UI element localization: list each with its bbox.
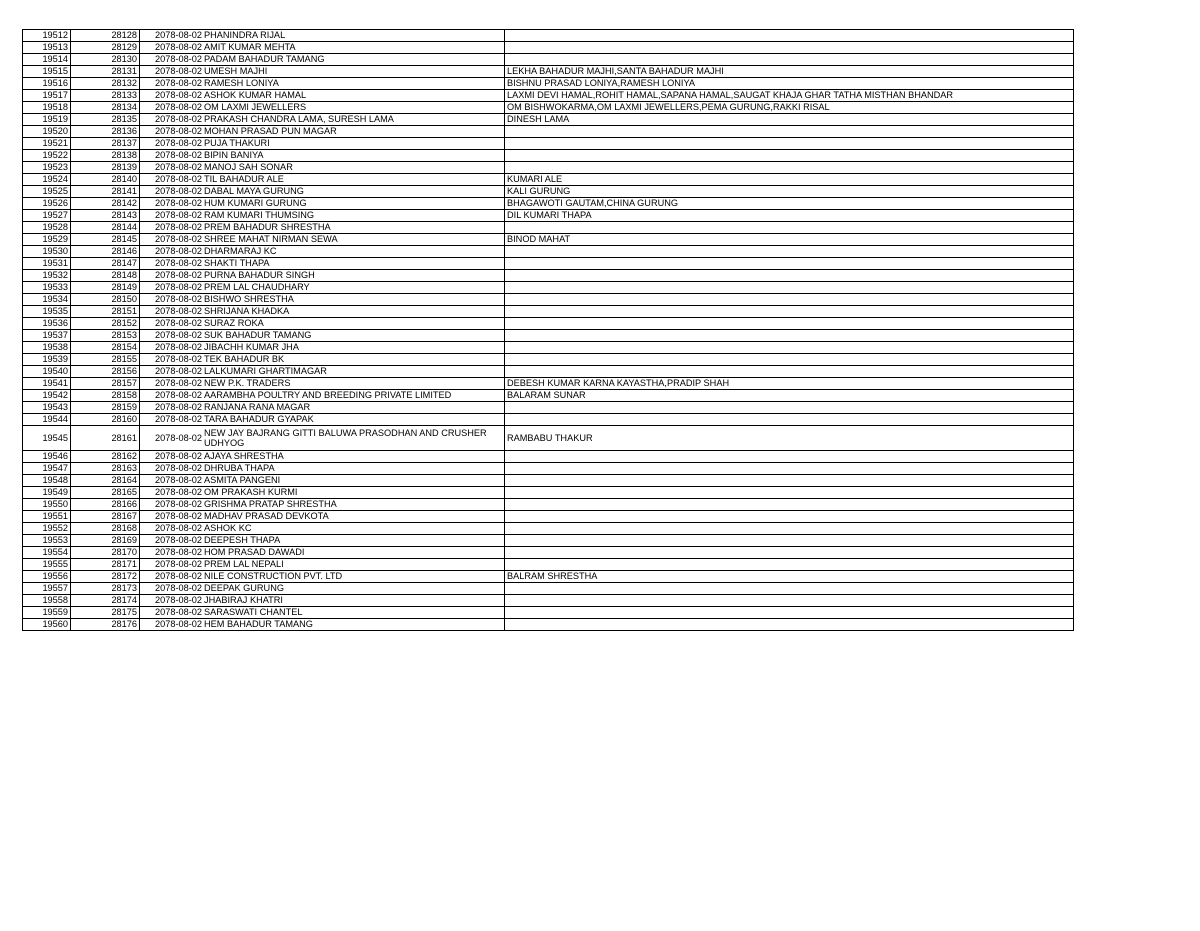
owners-cell <box>505 354 1074 366</box>
date-cell: 2078-08-02 <box>140 607 204 619</box>
registration-number-cell: 28147 <box>71 258 140 270</box>
serial-number-cell: 19517 <box>23 90 71 102</box>
owners-cell <box>505 595 1074 607</box>
serial-number-cell: 19516 <box>23 78 71 90</box>
registration-number-cell: 28155 <box>71 354 140 366</box>
serial-number-cell: 19530 <box>23 246 71 258</box>
owners-cell <box>505 414 1074 426</box>
serial-number-cell: 19519 <box>23 114 71 126</box>
name-cell: MANOJ SAH SONAR <box>203 162 505 174</box>
date-cell: 2078-08-02 <box>140 499 204 511</box>
table-row <box>23 114 1074 126</box>
name-cell: TARA BAHADUR GYAPAK <box>203 414 505 426</box>
owners-cell <box>505 270 1074 282</box>
date-cell: 2078-08-02 <box>140 463 204 475</box>
date-cell: 2078-08-02 <box>140 222 204 234</box>
registration-number-cell: 28142 <box>71 198 140 210</box>
registration-number-cell: 28129 <box>71 42 140 54</box>
date-cell: 2078-08-02 <box>140 186 204 198</box>
serial-number-cell: 19540 <box>23 366 71 378</box>
registration-number-cell: 28145 <box>71 234 140 246</box>
table-row <box>23 246 1074 258</box>
registration-number-cell: 28136 <box>71 126 140 138</box>
date-cell: 2078-08-02 <box>140 426 204 451</box>
name-cell: BIPIN BANIYA <box>203 150 505 162</box>
table-row <box>23 535 1074 547</box>
owners-cell <box>505 607 1074 619</box>
registration-number-cell: 28170 <box>71 547 140 559</box>
serial-number-cell: 19536 <box>23 318 71 330</box>
registration-number-cell: 28134 <box>71 102 140 114</box>
registration-number-cell: 28130 <box>71 54 140 66</box>
name-cell: BISHWO SHRESTHA <box>203 294 505 306</box>
registration-number-cell: 28165 <box>71 487 140 499</box>
table-row <box>23 198 1074 210</box>
owners-cell: DINESH LAMA <box>505 114 1074 126</box>
date-cell: 2078-08-02 <box>140 366 204 378</box>
table-row <box>23 126 1074 138</box>
table-row <box>23 463 1074 475</box>
owners-cell <box>505 547 1074 559</box>
name-cell: AJAYA SHRESTHA <box>203 451 505 463</box>
serial-number-cell: 19533 <box>23 282 71 294</box>
serial-number-cell: 19541 <box>23 378 71 390</box>
table-row <box>23 619 1074 631</box>
table-row <box>23 102 1074 114</box>
date-cell: 2078-08-02 <box>140 174 204 186</box>
date-cell: 2078-08-02 <box>140 270 204 282</box>
owners-cell: BALRAM SHRESTHA <box>505 571 1074 583</box>
registration-number-cell: 28135 <box>71 114 140 126</box>
table-row <box>23 234 1074 246</box>
owners-cell <box>505 487 1074 499</box>
date-cell: 2078-08-02 <box>140 66 204 78</box>
registration-number-cell: 28173 <box>71 583 140 595</box>
registration-number-cell: 28143 <box>71 210 140 222</box>
date-cell: 2078-08-02 <box>140 547 204 559</box>
table-row <box>23 90 1074 102</box>
table-row <box>23 499 1074 511</box>
name-cell: HOM PRASAD DAWADI <box>203 547 505 559</box>
table-row <box>23 571 1074 583</box>
serial-number-cell: 19537 <box>23 330 71 342</box>
serial-number-cell: 19558 <box>23 595 71 607</box>
date-cell: 2078-08-02 <box>140 511 204 523</box>
table-row <box>23 487 1074 499</box>
table-row <box>23 186 1074 198</box>
registration-number-cell: 28133 <box>71 90 140 102</box>
registration-number-cell: 28149 <box>71 282 140 294</box>
registration-number-cell: 28161 <box>71 426 140 451</box>
date-cell: 2078-08-02 <box>140 102 204 114</box>
date-cell: 2078-08-02 <box>140 78 204 90</box>
owners-cell <box>505 126 1074 138</box>
registration-number-cell: 28172 <box>71 571 140 583</box>
date-cell: 2078-08-02 <box>140 114 204 126</box>
serial-number-cell: 19552 <box>23 523 71 535</box>
date-cell: 2078-08-02 <box>140 126 204 138</box>
serial-number-cell: 19518 <box>23 102 71 114</box>
table-row <box>23 583 1074 595</box>
owners-cell <box>505 366 1074 378</box>
registration-number-cell: 28151 <box>71 306 140 318</box>
date-cell: 2078-08-02 <box>140 318 204 330</box>
serial-number-cell: 19524 <box>23 174 71 186</box>
date-cell: 2078-08-02 <box>140 198 204 210</box>
serial-number-cell: 19527 <box>23 210 71 222</box>
registration-number-cell: 28168 <box>71 523 140 535</box>
registration-number-cell: 28140 <box>71 174 140 186</box>
name-cell: PREM LAL CHAUDHARY <box>203 282 505 294</box>
owners-cell <box>505 511 1074 523</box>
name-cell: UMESH MAJHI <box>203 66 505 78</box>
table-row <box>23 54 1074 66</box>
name-cell: PADAM BAHADUR TAMANG <box>203 54 505 66</box>
name-cell: TEK BAHADUR BK <box>203 354 505 366</box>
registration-number-cell: 28157 <box>71 378 140 390</box>
serial-number-cell: 19546 <box>23 451 71 463</box>
owners-cell <box>505 535 1074 547</box>
serial-number-cell: 19556 <box>23 571 71 583</box>
table-row <box>23 511 1074 523</box>
date-cell: 2078-08-02 <box>140 30 204 42</box>
table-row <box>23 451 1074 463</box>
date-cell: 2078-08-02 <box>140 294 204 306</box>
owners-cell <box>505 162 1074 174</box>
date-cell: 2078-08-02 <box>140 487 204 499</box>
registration-number-cell: 28171 <box>71 559 140 571</box>
registration-number-cell: 28154 <box>71 342 140 354</box>
table-row <box>23 414 1074 426</box>
serial-number-cell: 19529 <box>23 234 71 246</box>
table-row <box>23 42 1074 54</box>
date-cell: 2078-08-02 <box>140 306 204 318</box>
name-cell: DHRUBA THAPA <box>203 463 505 475</box>
owners-cell <box>505 246 1074 258</box>
name-cell: SHRIJANA KHADKA <box>203 306 505 318</box>
owners-cell <box>505 342 1074 354</box>
table-row <box>23 30 1074 42</box>
registration-number-cell: 28152 <box>71 318 140 330</box>
owners-cell: DEBESH KUMAR KARNA KAYASTHA,PRADIP SHAH <box>505 378 1074 390</box>
owners-cell <box>505 150 1074 162</box>
owners-cell: RAMBABU THAKUR <box>505 426 1074 451</box>
serial-number-cell: 19513 <box>23 42 71 54</box>
serial-number-cell: 19550 <box>23 499 71 511</box>
date-cell: 2078-08-02 <box>140 234 204 246</box>
name-cell: SHREE MAHAT NIRMAN SEWA <box>203 234 505 246</box>
date-cell: 2078-08-02 <box>140 138 204 150</box>
table-row <box>23 354 1074 366</box>
owners-cell <box>505 619 1074 631</box>
serial-number-cell: 19559 <box>23 607 71 619</box>
owners-cell <box>505 402 1074 414</box>
registration-number-cell: 28159 <box>71 402 140 414</box>
registration-number-cell: 28128 <box>71 30 140 42</box>
serial-number-cell: 19523 <box>23 162 71 174</box>
owners-cell: LAXMI DEVI HAMAL,ROHIT HAMAL,SAPANA HAMAL,SAUGAT KHAJA GHAR TATHA MISTHAN BHANDAR <box>505 90 1074 102</box>
owners-cell <box>505 523 1074 535</box>
owners-cell <box>505 54 1074 66</box>
date-cell: 2078-08-02 <box>140 402 204 414</box>
serial-number-cell: 19542 <box>23 390 71 402</box>
owners-cell <box>505 282 1074 294</box>
serial-number-cell: 19515 <box>23 66 71 78</box>
table-row <box>23 547 1074 559</box>
name-cell: RAMESH LONIYA <box>203 78 505 90</box>
table-row <box>23 282 1074 294</box>
table-row <box>23 342 1074 354</box>
name-cell: PURNA BAHADUR SINGH <box>203 270 505 282</box>
table-row <box>23 162 1074 174</box>
table-body <box>23 30 1074 631</box>
date-cell: 2078-08-02 <box>140 258 204 270</box>
owners-cell <box>505 475 1074 487</box>
name-cell: SURAZ ROKA <box>203 318 505 330</box>
owners-cell <box>505 499 1074 511</box>
date-cell: 2078-08-02 <box>140 162 204 174</box>
name-cell: DEEPESH THAPA <box>203 535 505 547</box>
owners-cell <box>505 294 1074 306</box>
name-cell: PREM BAHADUR SHRESTHA <box>203 222 505 234</box>
serial-number-cell: 19526 <box>23 198 71 210</box>
serial-number-cell: 19543 <box>23 402 71 414</box>
serial-number-cell: 19535 <box>23 306 71 318</box>
owners-cell: LEKHA BAHADUR MAJHI,SANTA BAHADUR MAJHI <box>505 66 1074 78</box>
owners-cell <box>505 138 1074 150</box>
name-cell: LALKUMARI GHARTIMAGAR <box>203 366 505 378</box>
owners-cell: BINOD MAHAT <box>505 234 1074 246</box>
owners-cell: KUMARI ALE <box>505 174 1074 186</box>
table-row <box>23 378 1074 390</box>
table-row <box>23 270 1074 282</box>
owners-cell <box>505 463 1074 475</box>
name-cell: RANJANA RANA MAGAR <box>203 402 505 414</box>
serial-number-cell: 19554 <box>23 547 71 559</box>
owners-cell <box>505 306 1074 318</box>
serial-number-cell: 19551 <box>23 511 71 523</box>
registration-number-cell: 28169 <box>71 535 140 547</box>
date-cell: 2078-08-02 <box>140 246 204 258</box>
name-cell: ASHOK KC <box>203 523 505 535</box>
date-cell: 2078-08-02 <box>140 42 204 54</box>
table-row <box>23 318 1074 330</box>
serial-number-cell: 19549 <box>23 487 71 499</box>
registration-number-cell: 28163 <box>71 463 140 475</box>
serial-number-cell: 19532 <box>23 270 71 282</box>
table-row <box>23 294 1074 306</box>
owners-cell: OM BISHWOKARMA,OM LAXMI JEWELLERS,PEMA GURUNG,RAKKI RISAL <box>505 102 1074 114</box>
registration-number-cell: 28150 <box>71 294 140 306</box>
serial-number-cell: 19545 <box>23 426 71 451</box>
table-row <box>23 595 1074 607</box>
name-cell: PREM LAL NEPALI <box>203 559 505 571</box>
registration-number-cell: 28138 <box>71 150 140 162</box>
owners-cell: KALI GURUNG <box>505 186 1074 198</box>
serial-number-cell: 19525 <box>23 186 71 198</box>
name-cell: HEM BAHADUR TAMANG <box>203 619 505 631</box>
name-cell: NEW JAY BAJRANG GITTI BALUWA PRASODHAN AND CRUSHER UDHYOG <box>203 426 505 451</box>
registration-number-cell: 28144 <box>71 222 140 234</box>
serial-number-cell: 19539 <box>23 354 71 366</box>
name-cell: SHAKTI THAPA <box>203 258 505 270</box>
serial-number-cell: 19521 <box>23 138 71 150</box>
table-row <box>23 210 1074 222</box>
serial-number-cell: 19548 <box>23 475 71 487</box>
table-row <box>23 523 1074 535</box>
registration-number-cell: 28156 <box>71 366 140 378</box>
name-cell: ASMITA PANGENI <box>203 475 505 487</box>
date-cell: 2078-08-02 <box>140 342 204 354</box>
owners-cell <box>505 222 1074 234</box>
date-cell: 2078-08-02 <box>140 595 204 607</box>
name-cell: DEEPAK GURUNG <box>203 583 505 595</box>
date-cell: 2078-08-02 <box>140 475 204 487</box>
table-row <box>23 150 1074 162</box>
registration-number-cell: 28167 <box>71 511 140 523</box>
name-cell: ASHOK KUMAR HAMAL <box>203 90 505 102</box>
owners-cell <box>505 42 1074 54</box>
name-cell: NEW P.K. TRADERS <box>203 378 505 390</box>
name-cell: PRAKASH CHANDRA LAMA, SURESH LAMA <box>203 114 505 126</box>
registration-number-cell: 28175 <box>71 607 140 619</box>
date-cell: 2078-08-02 <box>140 523 204 535</box>
serial-number-cell: 19528 <box>23 222 71 234</box>
name-cell: PUJA THAKURI <box>203 138 505 150</box>
owners-cell: BALARAM SUNAR <box>505 390 1074 402</box>
serial-number-cell: 19514 <box>23 54 71 66</box>
serial-number-cell: 19547 <box>23 463 71 475</box>
serial-number-cell: 19560 <box>23 619 71 631</box>
name-cell: JHABIRAJ KHATRI <box>203 595 505 607</box>
registration-number-cell: 28141 <box>71 186 140 198</box>
registration-number-cell: 28131 <box>71 66 140 78</box>
owners-cell <box>505 330 1074 342</box>
date-cell: 2078-08-02 <box>140 559 204 571</box>
name-cell: SUK BAHADUR TAMANG <box>203 330 505 342</box>
name-cell: JIBACHH KUMAR JHA <box>203 342 505 354</box>
date-cell: 2078-08-02 <box>140 210 204 222</box>
table-row <box>23 174 1074 186</box>
name-cell: DABAL MAYA GURUNG <box>203 186 505 198</box>
serial-number-cell: 19522 <box>23 150 71 162</box>
table-row <box>23 390 1074 402</box>
table-row <box>23 426 1074 451</box>
serial-number-cell: 19520 <box>23 126 71 138</box>
date-cell: 2078-08-02 <box>140 583 204 595</box>
serial-number-cell: 19544 <box>23 414 71 426</box>
owners-cell: DIL KUMARI THAPA <box>505 210 1074 222</box>
date-cell: 2078-08-02 <box>140 619 204 631</box>
date-cell: 2078-08-02 <box>140 571 204 583</box>
name-cell: DHARMARAJ KC <box>203 246 505 258</box>
table-row <box>23 366 1074 378</box>
owners-cell: BISHNU PRASAD LONIYA,RAMESH LONIYA <box>505 78 1074 90</box>
owners-cell <box>505 30 1074 42</box>
table-row <box>23 330 1074 342</box>
date-cell: 2078-08-02 <box>140 451 204 463</box>
registration-number-cell: 28162 <box>71 451 140 463</box>
owners-cell: BHAGAWOTI GAUTAM,CHINA GURUNG <box>505 198 1074 210</box>
registration-number-cell: 28139 <box>71 162 140 174</box>
registration-number-cell: 28146 <box>71 246 140 258</box>
registration-number-cell: 28166 <box>71 499 140 511</box>
table-row <box>23 607 1074 619</box>
table-row <box>23 138 1074 150</box>
name-cell: GRISHMA PRATAP SHRESTHA <box>203 499 505 511</box>
table-row <box>23 475 1074 487</box>
name-cell: TIL BAHADUR ALE <box>203 174 505 186</box>
registration-table <box>22 29 1074 631</box>
serial-number-cell: 19557 <box>23 583 71 595</box>
owners-cell <box>505 318 1074 330</box>
date-cell: 2078-08-02 <box>140 414 204 426</box>
name-cell: MOHAN PRASAD PUN MAGAR <box>203 126 505 138</box>
name-cell: HUM KUMARI GURUNG <box>203 198 505 210</box>
serial-number-cell: 19512 <box>23 30 71 42</box>
name-cell: NILE CONSTRUCTION PVT. LTD <box>203 571 505 583</box>
owners-cell <box>505 583 1074 595</box>
name-cell: OM PRAKASH KURMI <box>203 487 505 499</box>
registration-number-cell: 28148 <box>71 270 140 282</box>
name-cell: OM LAXMI JEWELLERS <box>203 102 505 114</box>
registration-number-cell: 28176 <box>71 619 140 631</box>
owners-cell <box>505 559 1074 571</box>
date-cell: 2078-08-02 <box>140 535 204 547</box>
name-cell: MADHAV PRASAD DEVKOTA <box>203 511 505 523</box>
registration-number-cell: 28174 <box>71 595 140 607</box>
serial-number-cell: 19553 <box>23 535 71 547</box>
owners-cell <box>505 451 1074 463</box>
serial-number-cell: 19534 <box>23 294 71 306</box>
registration-number-cell: 28160 <box>71 414 140 426</box>
name-cell: SARASWATI CHANTEL <box>203 607 505 619</box>
table-row <box>23 66 1074 78</box>
date-cell: 2078-08-02 <box>140 282 204 294</box>
table-row <box>23 306 1074 318</box>
registration-number-cell: 28153 <box>71 330 140 342</box>
table-row <box>23 78 1074 90</box>
registration-number-cell: 28137 <box>71 138 140 150</box>
name-cell: RAM KUMARI THUMSING <box>203 210 505 222</box>
table-row <box>23 258 1074 270</box>
date-cell: 2078-08-02 <box>140 54 204 66</box>
date-cell: 2078-08-02 <box>140 354 204 366</box>
table-row <box>23 222 1074 234</box>
date-cell: 2078-08-02 <box>140 330 204 342</box>
serial-number-cell: 19538 <box>23 342 71 354</box>
date-cell: 2078-08-02 <box>140 378 204 390</box>
serial-number-cell: 19555 <box>23 559 71 571</box>
owners-cell <box>505 258 1074 270</box>
date-cell: 2078-08-02 <box>140 150 204 162</box>
name-cell: AMIT KUMAR MEHTA <box>203 42 505 54</box>
registration-number-cell: 28158 <box>71 390 140 402</box>
table-row <box>23 559 1074 571</box>
date-cell: 2078-08-02 <box>140 90 204 102</box>
registration-number-cell: 28164 <box>71 475 140 487</box>
date-cell: 2078-08-02 <box>140 390 204 402</box>
registration-number-cell: 28132 <box>71 78 140 90</box>
name-cell: PHANINDRA RIJAL <box>203 30 505 42</box>
table-row <box>23 402 1074 414</box>
name-cell: AARAMBHA POULTRY AND BREEDING PRIVATE LIMITED <box>203 390 505 402</box>
serial-number-cell: 19531 <box>23 258 71 270</box>
